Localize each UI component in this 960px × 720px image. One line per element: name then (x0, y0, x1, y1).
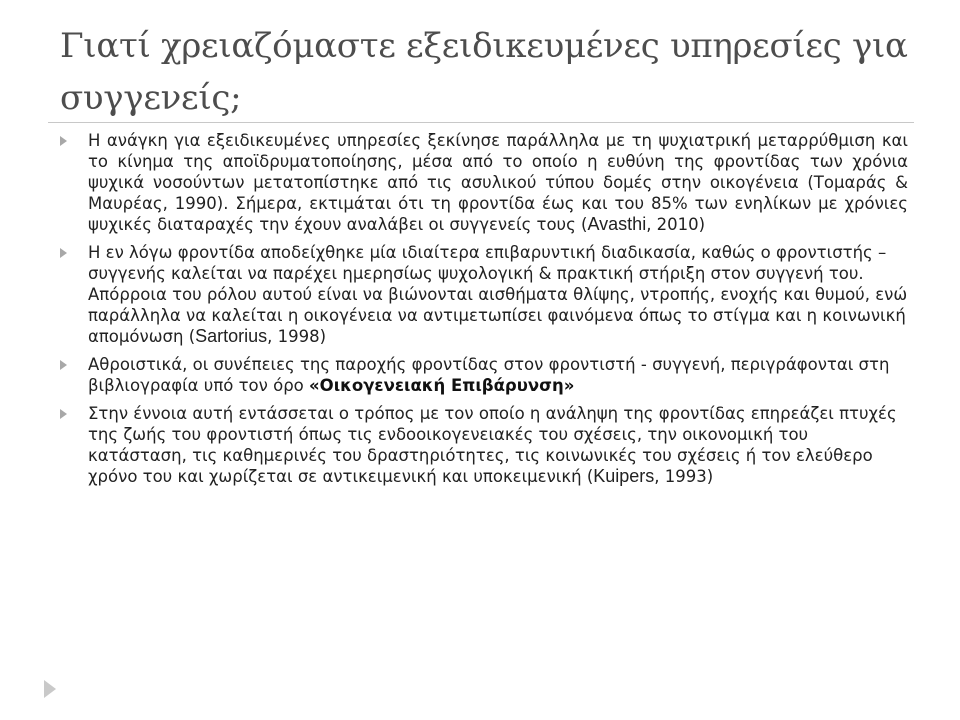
slide-title: Γιατί χρειαζόμαστε εξειδικευμένες υπηρεσίες για συγγενείς; (60, 26, 908, 118)
bullet-text: Η εν λόγω φροντίδα αποδείχθηκε μία ιδιαίτερα επιβαρυντική διαδικασία, καθώς ο φροντιστής – συγγενής καλείται να παρέχει ημερησίως ψυχολογική & πρακτική στήριξη στον συγγενή του. Απόρροια του ρόλου αυτού είναι να βιώνονται αισθήματα θλίψης, ντροπής, ενοχής και θυμού, ενώ παράλληλα να καλείται η οικογένεια να αντιμετωπίσει φαινόμενα όπως το στίγμα και η κοινωνική απομόνωση ( (88, 243, 908, 346)
citation-author: Kuipers (593, 466, 655, 486)
citation-year: , 1993) (654, 467, 714, 486)
citation-year: , 1998) (267, 327, 327, 346)
next-slide-arrow-icon[interactable] (44, 680, 56, 698)
bullet-list (60, 130, 908, 494)
right-triangle-bullet-icon (60, 409, 67, 419)
title-divider (48, 122, 914, 123)
bullet-text: Στην έννοια αυτή εντάσσεται ο τρόπος με τον οποίο η ανάληψη της φροντίδας επηρεάζει πτυχές της ζωής του φροντιστή όπως τις ενδοοικογενειακές του σχέσεις, την οικονομική του κατάσταση, τις καθημερινές του δραστηριότητες, τις κοινωνικές του σχέσεις ή τον ελεύθερο χρόνο του και χωρίζεται σε αντικειμενική και υποκειμενική ( (88, 404, 897, 486)
bullet-item (60, 403, 908, 487)
right-triangle-bullet-icon (60, 248, 67, 258)
citation-author: Sartorius (195, 326, 268, 346)
bullet-text: Η ανάγκη για εξειδικευμένες υπηρεσίες ξεκίνησε παράλληλα με τη ψυχιατρική μεταρρύθμιση και το κίνημα της αποϊδρυματοποίησης, μέσα από το οποίο η ευθύνη της φροντίδας των χρόνια ψυχικά νοσούντων μετατοπίστηκε από τις ασυλικού τύπου δομές στην οικογένεια (Τομαράς & Μαυρέας, 1990). Σήμερα, εκτιμάται ότι τη φροντίδα έως και του 85% των ενηλίκων με χρόνιες ψυχικές διαταραχές την έχουν αναλάβει οι συγγενείς τους ( (88, 131, 908, 234)
right-triangle-bullet-icon (60, 136, 67, 146)
bullet-item (60, 354, 908, 396)
bullet-item (60, 130, 908, 235)
emphasized-term: «Οικογενειακή Επιβάρυνση» (309, 376, 575, 395)
bullet-item (60, 242, 908, 347)
citation-year: , 2010) (646, 215, 706, 234)
bullet-text: Αθροιστικά, οι συνέπειες της παροχής φροντίδας στον φροντιστή - συγγενή, περιγράφονται στη βιβλιογραφία υπό τον όρο (88, 355, 890, 395)
citation-author: Avasthi (587, 214, 647, 234)
right-triangle-bullet-icon (60, 360, 67, 370)
